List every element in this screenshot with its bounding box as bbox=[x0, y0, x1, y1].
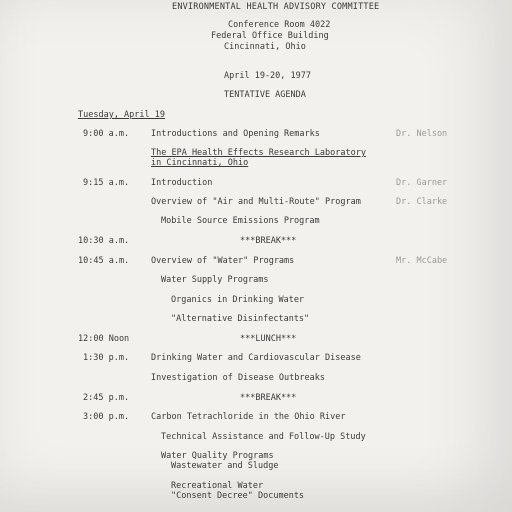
agenda-time: 9:00 a.m. bbox=[83, 129, 130, 139]
agenda-item-continued: in Cincinnati, Ohio bbox=[151, 158, 249, 168]
agenda-item: Water Supply Programs bbox=[161, 275, 269, 285]
agenda-item: Carbon Tetrachloride in the Ohio River bbox=[151, 412, 346, 422]
agenda-time: 2:45 p.m. bbox=[83, 393, 130, 403]
agenda-time: 9:15 a.m. bbox=[83, 178, 130, 188]
agenda-item: Overview of "Water" Programs bbox=[151, 256, 295, 266]
agenda-lunch: ***LUNCH*** bbox=[240, 334, 297, 344]
agenda-time: 1:30 p.m. bbox=[83, 353, 130, 363]
agenda-item: Drinking Water and Cardiovascular Disease bbox=[151, 353, 361, 363]
agenda-item: The EPA Health Effects Research Laboratory bbox=[151, 148, 366, 158]
agenda-speaker: Dr. Clarke bbox=[396, 197, 448, 207]
agenda-time: 12:00 Noon bbox=[78, 334, 130, 344]
city-line: Cincinnati, Ohio bbox=[224, 42, 306, 52]
agenda-time: 10:30 a.m. bbox=[78, 236, 130, 246]
agenda-speaker: Dr. Garner bbox=[396, 178, 448, 188]
agenda-item: Organics in Drinking Water bbox=[171, 295, 305, 305]
agenda-item: Technical Assistance and Follow-Up Study bbox=[161, 432, 366, 442]
agenda-item: Overview of "Air and Multi-Route" Program bbox=[151, 197, 361, 207]
agenda-break: ***BREAK*** bbox=[240, 236, 297, 246]
agenda-break: ***BREAK*** bbox=[240, 393, 297, 403]
agenda-title: TENTATIVE AGENDA bbox=[224, 90, 306, 100]
building-line: Federal Office Building bbox=[211, 31, 329, 41]
agenda-item: Mobile Source Emissions Program bbox=[161, 216, 320, 226]
room-line: Conference Room 4022 bbox=[228, 20, 331, 30]
agenda-item: Recreational Water bbox=[171, 481, 264, 491]
agenda-item: Investigation of Disease Outbreaks bbox=[151, 373, 325, 383]
agenda-time: 3:00 p.m. bbox=[83, 412, 130, 422]
agenda-item: Water Quality Programs bbox=[161, 451, 274, 461]
agenda-item: Introductions and Opening Remarks bbox=[151, 129, 320, 139]
agenda-speaker: Mr. McCabe bbox=[396, 256, 448, 266]
agenda-speaker: Dr. Nelson bbox=[396, 129, 448, 139]
agenda-item: "Alternative Disinfectants" bbox=[171, 314, 310, 324]
agenda-item-continued: "Consent Decree" Documents bbox=[171, 491, 305, 501]
day-heading: Tuesday, April 19 bbox=[78, 110, 165, 120]
agenda-item: Introduction bbox=[151, 178, 213, 188]
committee-title: ENVIRONMENTAL HEALTH ADVISORY COMMITTEE bbox=[172, 2, 380, 12]
dates-line: April 19-20, 1977 bbox=[224, 71, 311, 81]
agenda-item-continued: Wastewater and Sludge bbox=[171, 461, 279, 471]
agenda-time: 10:45 a.m. bbox=[78, 256, 130, 266]
